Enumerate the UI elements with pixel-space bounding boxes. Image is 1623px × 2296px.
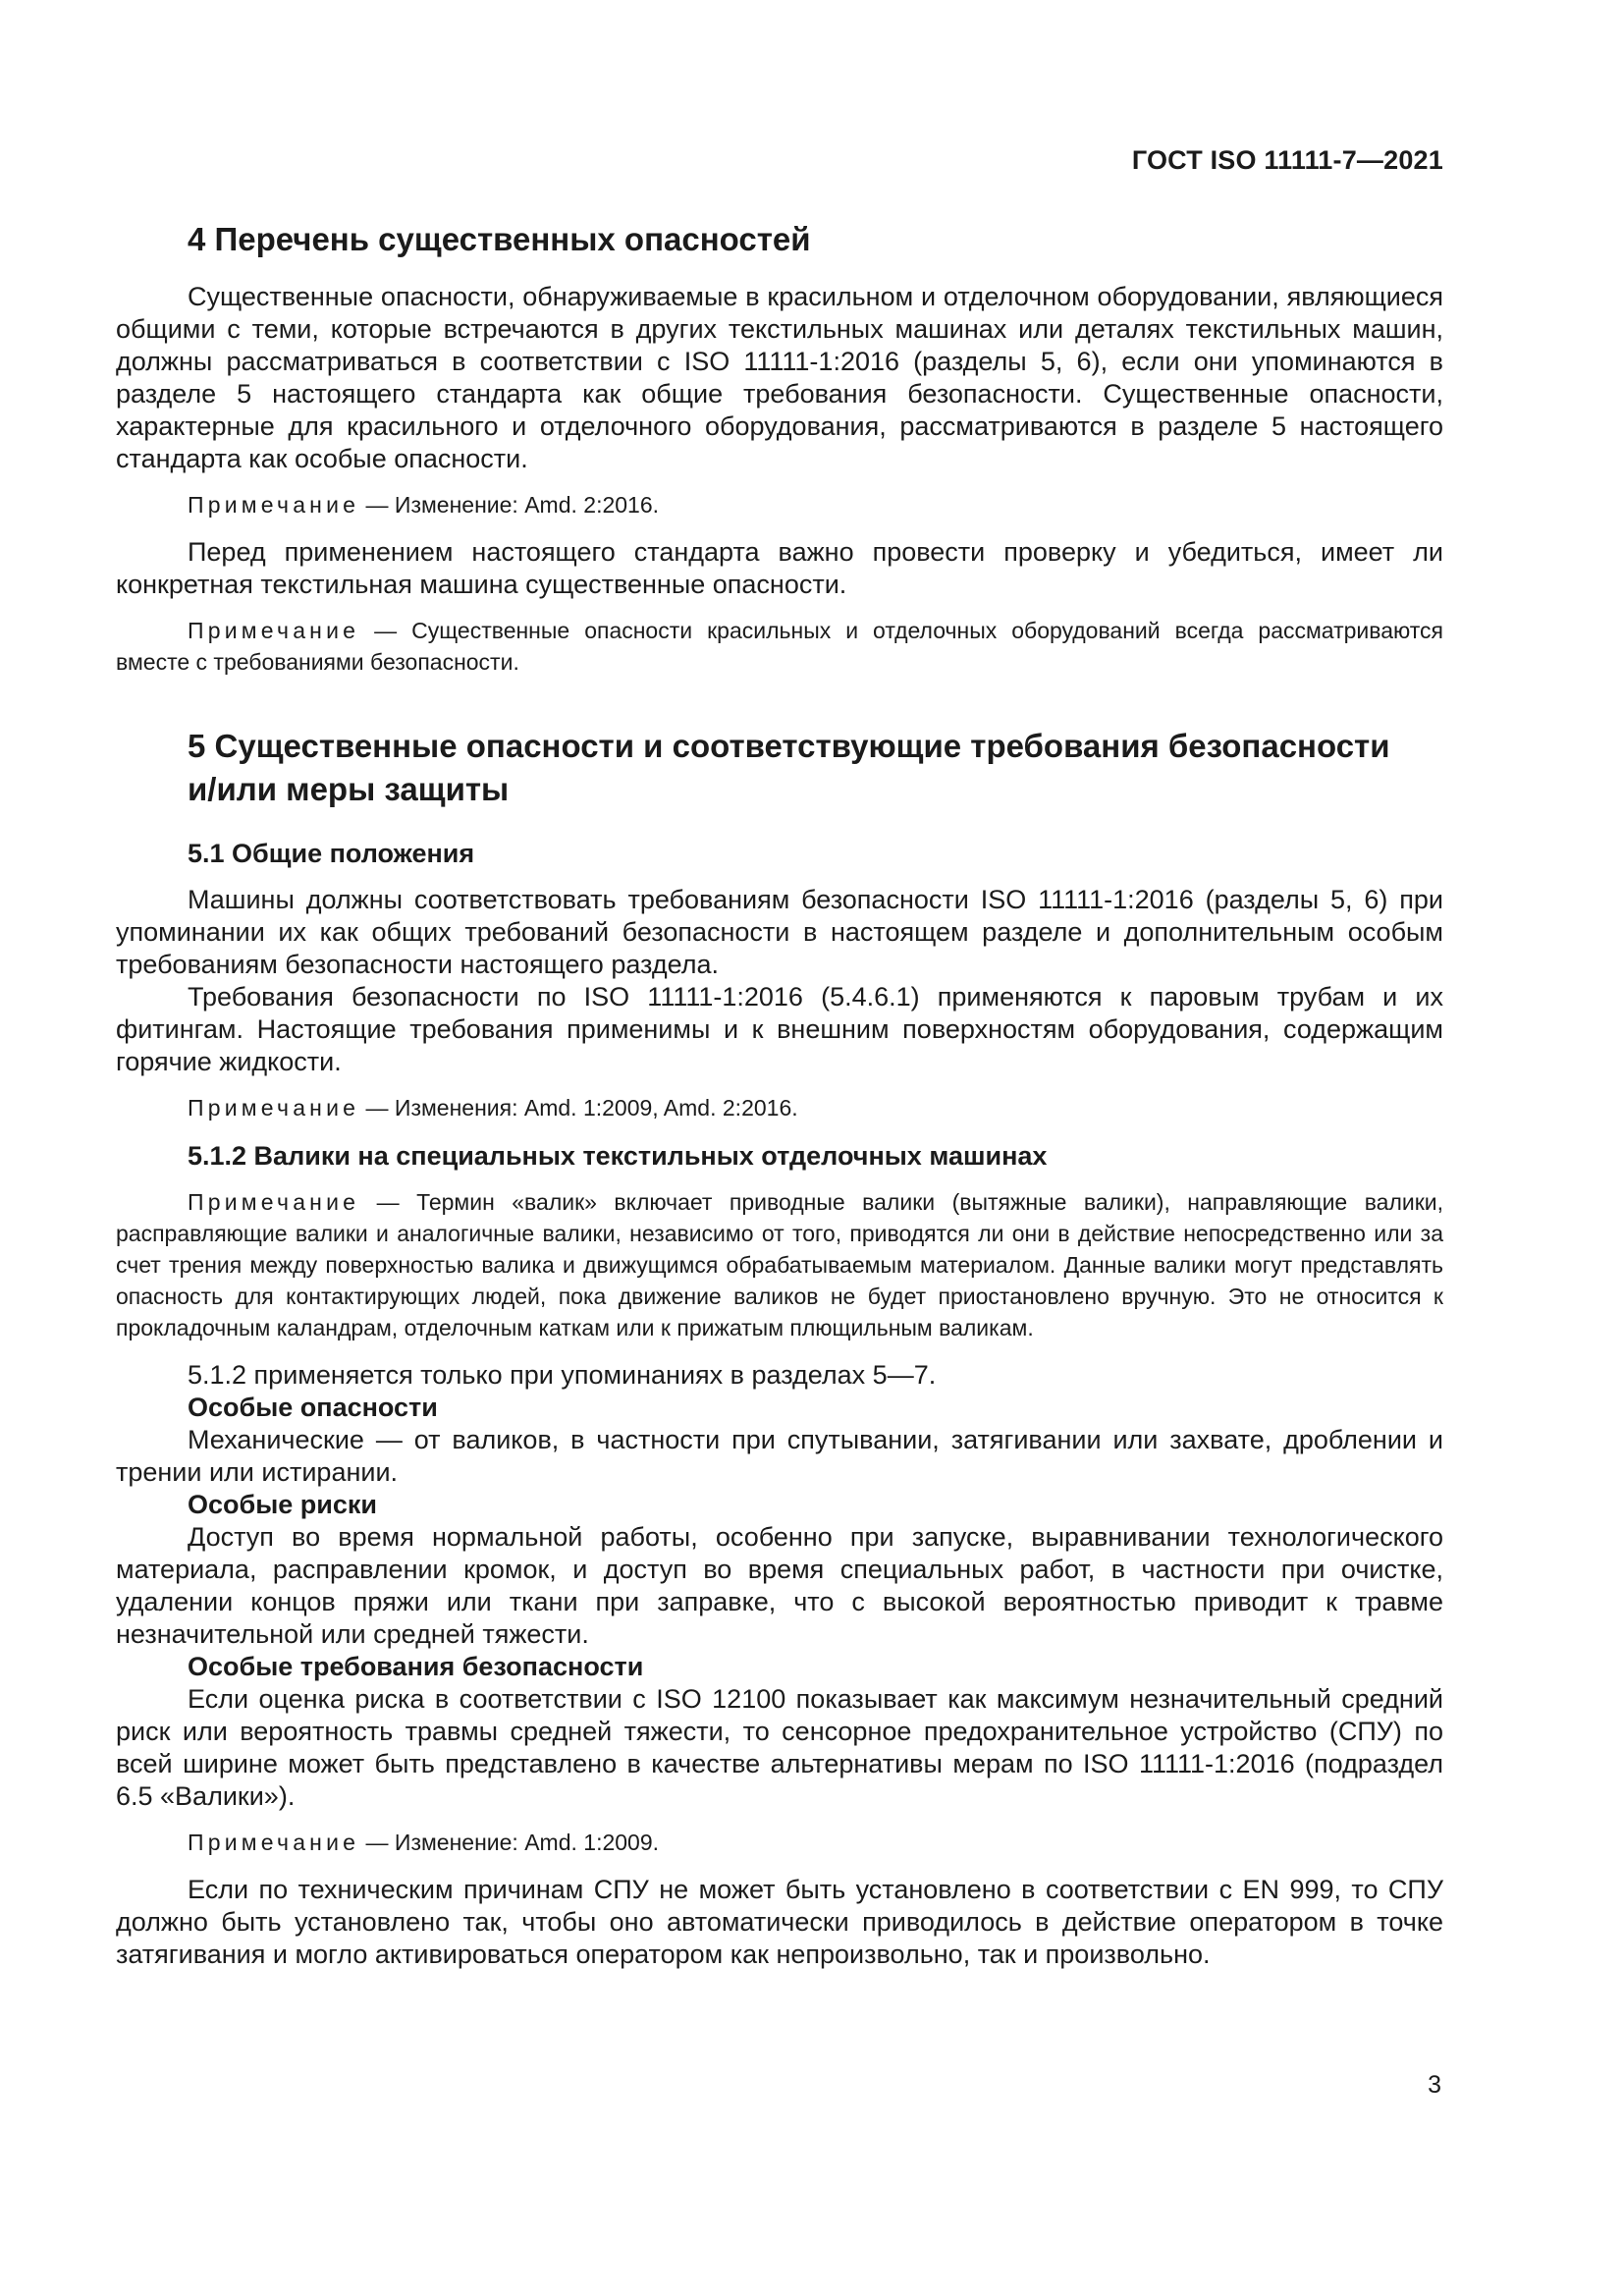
note-label: Примечание	[188, 618, 360, 643]
section-5-title	[188, 725, 1443, 811]
section-4-title: 4 Перечень существенных опасностей	[188, 221, 811, 257]
special-hazards-text: Механические — от валиков, в частности при спутывании, затягивании или захвате, дроблении и трении или истирании.	[116, 1425, 1443, 1487]
special-requirements-title: Особые требования безопасности	[188, 1652, 644, 1681]
special-risks-title: Особые риски	[188, 1490, 377, 1519]
page-content	[116, 218, 1443, 1971]
section-5-title-line-2: и/или меры защиты	[188, 771, 510, 807]
section-5-title-line-1: 5 Существенные опасности и соответствующие требования безопасности	[188, 728, 1390, 764]
subsection-5-1-title: 5.1 Общие положения	[188, 839, 475, 868]
section-4-paragraph-2: Перед применением настоящего стандарта важно провести проверку и убедиться, имеет ли конкретная текстильная машина существенные опасности.	[116, 537, 1443, 599]
note-1	[116, 489, 1443, 520]
page-number: 3	[1428, 2071, 1441, 2099]
note-label: Примечание	[188, 1830, 360, 1855]
note-3	[116, 1092, 1443, 1123]
note-label: Примечание	[188, 1189, 360, 1215]
section-4-paragraph-1: Существенные опасности, обнаруживаемые в красильном и отделочном оборудовании, являющиеся общими с теми, которые встречаются в других текстильных машинах или деталях текстильных машин, должны рассматриваться в соответствии с ISO 11111-1:2016 (разделы 5, 6), если они упоминаются в разделе 5 настоящего стандарта как общие требования безопасности. Существенные опасности, характерные для красильного и отделочного оборудования, рассматриваются в разделе 5 настоящего стандарта как особые опасности.	[116, 282, 1443, 473]
subsection-5-1-2-applies: 5.1.2 применяется только при упоминаниях в разделах 5—7.	[188, 1360, 937, 1390]
note-text: — Изменение: Amd. 2:2016.	[365, 492, 660, 518]
note-4	[116, 1186, 1443, 1343]
note-label: Примечание	[188, 492, 360, 518]
note-text: — Существенные опасности красильных и отделочных оборудований всегда рассматриваются вместе с требованиями безопасности.	[116, 618, 1443, 675]
note-text: — Термин «валик» включает приводные валики (вытяжные валики), направляющие валики, расправляющие валики и аналогичные валики, независимо от того, приводятся ли они в действие непосредственно или за счет трения между поверхностью валика и движущимся обрабатываемым материалом. Данные валики могут представлять опасность для контактирующих людей, пока движение валиков не будет приостановлено вручную. Это не относится к прокладочным каландрам, отделочным каткам или к прижатым плющильным валикам.	[116, 1189, 1444, 1340]
special-requirements-text: Если оценка риска в соответствии с ISO 12100 показывает как максимум незначительный средний риск или вероятность травмы средней тяжести, то сенсорное предохранительное устройство (СПУ) по всей ширине может быть представлено в качестве альтернативы мерам по ISO 11111-1:2016 (подраздел 6.5 «Валики»).	[116, 1684, 1443, 1811]
special-hazards-title: Особые опасности	[188, 1393, 438, 1422]
final-paragraph: Если по техническим причинам СПУ не может быть установлено в соответствии с EN 999, то СПУ должно быть установлено так, чтобы оно автоматически приводилось в действие оператором в точке затягивания и могло активироваться оператором как непроизвольно, так и произвольно.	[116, 1875, 1443, 1969]
note-2	[116, 615, 1443, 678]
note-label: Примечание	[188, 1095, 360, 1121]
subsection-5-1-2-title: 5.1.2 Валики на специальных текстильных отделочных машинах	[188, 1141, 1048, 1171]
subsection-5-1-paragraph-2: Требования безопасности по ISO 11111-1:2016 (5.4.6.1) применяются к паровым трубам и их фитингам. Настоящие требования применимы и к внешним поверхностям оборудования, содержащим горячие жидкости.	[116, 982, 1443, 1076]
subsection-5-1-paragraph-1: Машины должны соответствовать требованиям безопасности ISO 11111-1:2016 (разделы 5, 6) при упоминании их как общих требований безопасности в настоящем разделе и дополнительным особым требованиям безопасности настоящего раздела.	[116, 885, 1443, 979]
note-text: — Изменение: Amd. 1:2009.	[365, 1830, 660, 1855]
special-risks-text: Доступ во время нормальной работы, особенно при запуске, выравнивании технологического материала, расправлении кромок, и доступ во время специальных работ, в частности при очистке, удалении концов пряжи или ткани при заправке, что с высокой вероятностью приводит к травме незначительной или средней тяжести.	[116, 1522, 1443, 1649]
note-text: — Изменения: Amd. 1:2009, Amd. 2:2016.	[365, 1095, 798, 1121]
note-5	[116, 1827, 1443, 1858]
document-code-header: ГОСТ ISO 11111-7—2021	[1131, 145, 1443, 175]
